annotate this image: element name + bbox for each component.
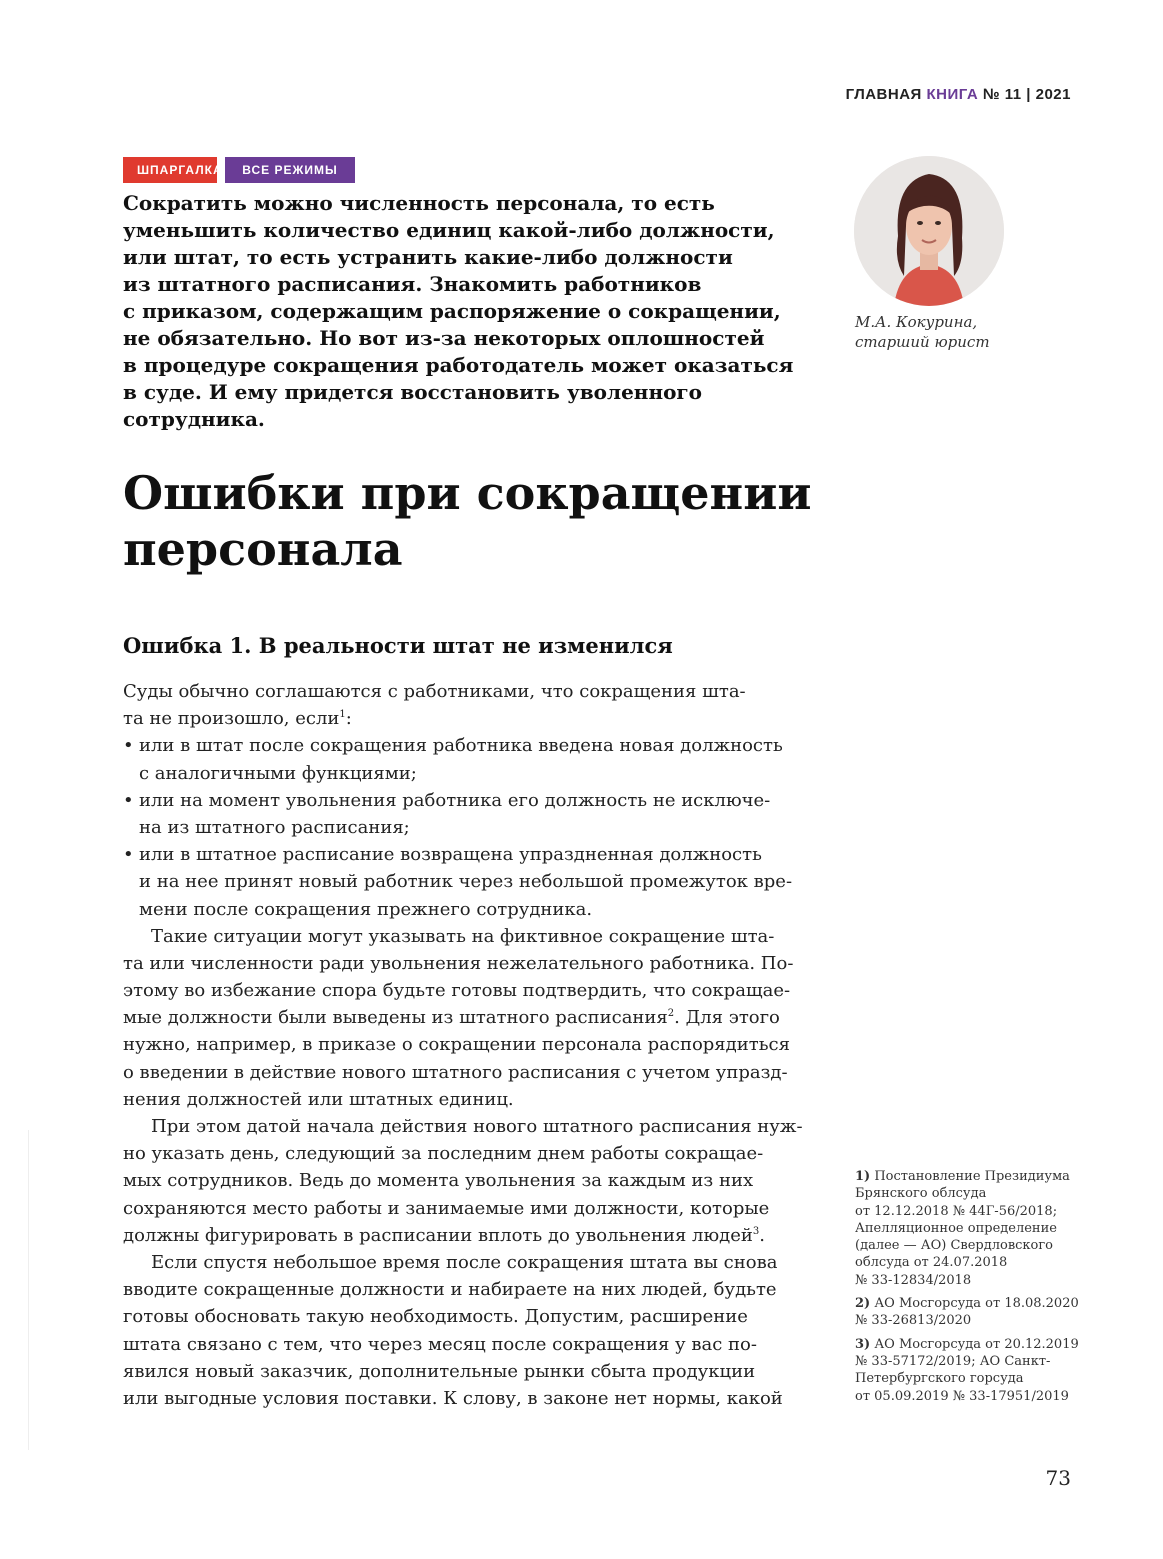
body-line: сохраняются место работы и занимаемые ими должности, которые <box>123 1197 770 1219</box>
body-line: готовы обосновать такую необходимость. Допустим, расширение <box>123 1306 748 1328</box>
footnote-line: Петербургского горсуда <box>855 1371 1024 1387</box>
body-line: вводите сокращенные должности и набираете на них людей, будьте <box>123 1279 777 1301</box>
body-line: та или численности ради увольнения нежелательного работника. По- <box>123 952 794 974</box>
footnote-mark: 2) <box>855 1296 871 1312</box>
footnote-line: от 12.12.2018 № 44Г-56/2018; <box>855 1203 1058 1219</box>
badge-cheatsheet: ШПАРГАЛКА <box>123 157 217 183</box>
category-badges <box>123 157 355 183</box>
bullet-icon: • <box>123 844 134 866</box>
body-line: Суды обычно соглашаются с работниками, что сокращения шта- <box>123 681 746 702</box>
author-portrait-icon <box>854 156 1004 306</box>
body-text: или на момент увольнения работника его должность не исключе- <box>139 789 771 811</box>
footnote-line: Брянского облсуда <box>855 1186 987 1202</box>
article-title <box>123 465 811 577</box>
lead-line: не обязательно. Но вот из-за некоторых оплошностей <box>123 326 765 350</box>
margin-divider <box>28 1130 29 1450</box>
lead-line: сотрудника. <box>123 407 265 431</box>
page-number: 73 <box>1045 1466 1071 1490</box>
bullet-item <box>123 787 813 814</box>
footnote-ref[interactable]: 1 <box>339 709 346 721</box>
footnote-text: АО Мосгорсуда от 20.12.2019 <box>870 1336 1079 1352</box>
footnote-mark: 1) <box>855 1169 871 1184</box>
body-line: мени после сокращения прежнего сотрудника. <box>139 898 593 920</box>
lead-line: уменьшить количество единиц какой-либо должности, <box>123 218 775 242</box>
body-line: и на нее принят новый работник через небольшой промежуток вре- <box>139 871 793 893</box>
body-text: мые должности были выведены из штатного расписания <box>123 1007 668 1029</box>
body-line: явился новый заказчик, дополнительные рынки сбыта продукции <box>123 1360 756 1382</box>
body-line <box>123 1222 813 1249</box>
bullet-item <box>123 732 813 759</box>
footnote-line <box>855 1336 1085 1353</box>
lead-line: или штат, то есть устранить какие-либо должности <box>123 245 733 269</box>
body-line: но указать день, следующий за последним днем работы сокращае- <box>123 1143 764 1165</box>
author-photo <box>854 156 1004 306</box>
body-line: При этом датой начала действия нового штатного расписания нуж- <box>151 1116 803 1137</box>
footnote-line <box>855 1168 1085 1185</box>
footnote-line: от 05.09.2019 № 33-17951/2019 <box>855 1388 1069 1404</box>
body-line: нужно, например, в приказе о сокращении персонала распорядиться <box>123 1034 790 1056</box>
body-line: Такие ситуации могут указывать на фиктивное сокращение шта- <box>151 925 775 947</box>
brand-accent: КНИГА <box>926 86 979 103</box>
body-text: должны фигурировать в расписании вплоть до увольнения людей <box>123 1224 753 1246</box>
footnote-line: (далее — АО) Свердловского <box>855 1238 1054 1254</box>
lead-line: с приказом, содержащим распоряжение о сокращении, <box>123 299 781 323</box>
body-line: штата связано с тем, что через месяц после сокращения у вас по- <box>123 1333 757 1355</box>
lead-line: в процедуре сокращения работодатель может оказаться <box>123 353 794 377</box>
footnote-line: № 33-12834/2018 <box>855 1272 972 1288</box>
body-text: или в штатное расписание возвращена упраздненная должность <box>139 844 762 866</box>
body-line: о введении в действие нового штатного расписания с учетом упразд- <box>123 1061 788 1083</box>
body-text: или в штат после сокращения работника введена новая должность <box>139 735 783 757</box>
badge-all-regimes: ВСЕ РЕЖИМЫ <box>225 157 355 183</box>
bullet-icon: • <box>123 789 134 811</box>
footnote-line: Апелляционное определение <box>855 1220 1057 1236</box>
body-line <box>123 705 813 732</box>
author-caption <box>855 312 990 352</box>
footnote-line <box>855 1295 1085 1312</box>
author-role: старший юрист <box>855 333 990 351</box>
footnote-text: Постановление Президиума <box>870 1169 1070 1184</box>
title-line: Ошибки при сокращении <box>123 466 812 520</box>
body-line: мых сотрудников. Ведь до момента увольнения за каждым из них <box>123 1170 754 1192</box>
author-name: М.А. Кокурина, <box>855 313 978 331</box>
lead-line: в суде. И ему придется восстановить уволенного <box>123 380 703 404</box>
footnote-line: облсуда от 24.07.2018 <box>855 1255 1008 1271</box>
body-line: с аналогичными функциями; <box>139 762 417 784</box>
bullet-icon: • <box>123 735 134 757</box>
lead-line: Сократить можно численность персонала, то есть <box>123 191 715 215</box>
body-line <box>123 1004 813 1031</box>
body-text: : <box>345 708 352 730</box>
body-line: нения должностей или штатных единиц. <box>123 1088 514 1110</box>
footnote-text: АО Мосгорсуда от 18.08.2020 <box>870 1296 1079 1312</box>
issue-number: № 11 | 2021 <box>978 86 1071 103</box>
body-line: Если спустя небольшое время после сокращения штата вы снова <box>151 1251 778 1273</box>
footnote-2 <box>855 1295 1085 1330</box>
footnote-ref[interactable]: 2 <box>667 1008 675 1020</box>
body-line: или выгодные условия поставки. К слову, в законе нет нормы, какой <box>123 1387 783 1409</box>
body-line: этому во избежание спора будьте готовы подтвердить, что сокращае- <box>123 980 791 1002</box>
footnote-line: № 33-57172/2019; АО Санкт- <box>855 1353 1051 1369</box>
body-text: . Для этого <box>674 1007 780 1029</box>
footnote-mark: 3) <box>855 1336 871 1352</box>
body-text: та не произошло, если <box>123 708 340 730</box>
body-line: на из штатного расписания; <box>139 816 410 838</box>
section-heading: Ошибка 1. В реальности штат не изменился <box>123 633 673 658</box>
title-line: персонала <box>123 522 403 576</box>
lead-paragraph <box>123 190 803 433</box>
footnote-ref[interactable]: 3 <box>752 1225 760 1237</box>
body-text: . <box>759 1224 765 1246</box>
footnote-3 <box>855 1336 1085 1405</box>
article-body <box>123 678 813 1412</box>
magazine-header <box>846 86 1071 103</box>
footnote-line: № 33-26813/2020 <box>855 1313 972 1329</box>
brand-name: ГЛАВНАЯ <box>845 86 927 103</box>
footnotes <box>855 1168 1085 1411</box>
lead-line: из штатного расписания. Знакомить работников <box>123 272 702 296</box>
bullet-item <box>123 841 813 868</box>
footnote-1 <box>855 1168 1085 1289</box>
